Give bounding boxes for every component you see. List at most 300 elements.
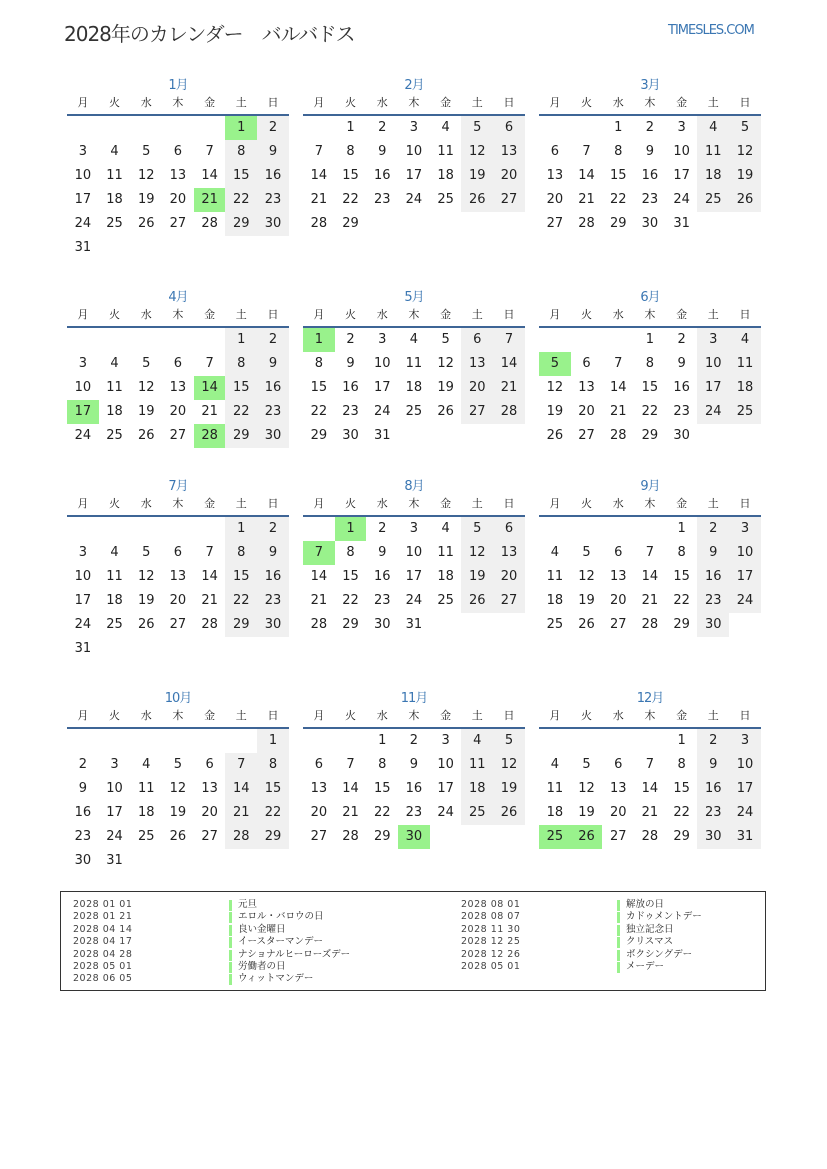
weekday-label: 月 (313, 308, 325, 321)
day-cell: 29 (225, 212, 257, 236)
holiday-marker (229, 950, 232, 961)
empty-cell (67, 729, 99, 753)
day-cell: 17 (673, 168, 690, 183)
weekday-label: 土 (235, 709, 247, 722)
month-block (539, 475, 761, 637)
day-cell: 21 (310, 593, 328, 608)
day-cell: 7 (205, 545, 214, 560)
day-cell: 7 (493, 328, 525, 352)
day-cell: 19 (546, 404, 564, 419)
day-cell: 22 (373, 805, 391, 820)
weekday-label: 火 (581, 308, 593, 321)
day-cell: 23 (641, 192, 659, 207)
day-cell: 27 (609, 617, 627, 632)
day-cell: 3 (677, 120, 686, 135)
weekday-label: 土 (471, 709, 483, 722)
day-cell: 22 (257, 801, 289, 825)
day-cell: 9 (409, 757, 419, 772)
day-cell: 27 (493, 589, 525, 613)
day-cell: 29 (641, 428, 659, 443)
day-cell: 19 (493, 777, 525, 801)
day-cell: 22 (342, 593, 359, 608)
day-cell: 4 (550, 545, 559, 560)
day-cell: 7 (346, 757, 355, 772)
empty-cell (571, 328, 603, 352)
empty-cell (539, 729, 571, 753)
day-cell: 5 (142, 356, 151, 371)
day-cell: 19 (729, 164, 761, 188)
day-cell: 14 (225, 777, 257, 801)
weekday-label: 木 (172, 308, 184, 321)
day-cell: 6 (205, 757, 214, 772)
day-cell: 19 (137, 593, 155, 608)
day-cell: 25 (106, 216, 123, 231)
day-cell: 20 (169, 404, 187, 419)
day-cell: 22 (310, 404, 328, 419)
day-cell: 13 (493, 541, 525, 565)
day-cell: 12 (729, 140, 761, 164)
day-cell: 4 (142, 757, 151, 772)
weekday-label: 金 (676, 497, 688, 510)
day-cell: 23 (373, 192, 391, 207)
holiday-date: 2028 12 26 (461, 948, 521, 960)
day-cell: 25 (137, 829, 155, 844)
day-cell: 27 (169, 428, 187, 443)
day-cell: 16 (74, 805, 92, 820)
day-cell: 29 (225, 424, 257, 448)
weekday-label: 木 (408, 497, 420, 510)
weekday-label: 日 (267, 709, 279, 722)
day-cell: 16 (257, 565, 289, 589)
day-cell: 22 (225, 188, 257, 212)
weekday-label: 木 (408, 96, 420, 109)
day-grid (303, 729, 525, 849)
day-cell: 17 (106, 805, 123, 820)
weekday-label: 金 (204, 96, 216, 109)
holiday-date: 2028 04 28 (73, 948, 133, 960)
empty-cell (67, 328, 99, 352)
holiday-day-cell: 25 (539, 825, 571, 849)
day-cell: 11 (461, 753, 493, 777)
holiday-name: メーデー (626, 960, 665, 972)
day-cell: 18 (106, 404, 123, 419)
month-title: 1月 (168, 78, 188, 93)
day-cell: 1 (677, 733, 686, 748)
day-cell: 16 (257, 164, 289, 188)
day-cell: 16 (373, 168, 391, 183)
weekday-label: 木 (172, 709, 184, 722)
day-cell: 4 (550, 757, 559, 772)
day-cell: 2 (257, 517, 289, 541)
weekday-label: 月 (77, 308, 89, 321)
weekday-label: 水 (140, 308, 152, 321)
day-cell: 19 (137, 404, 155, 419)
holiday-row (73, 899, 350, 911)
day-cell: 3 (409, 120, 419, 135)
holiday-list-right (461, 899, 702, 973)
day-cell: 2 (697, 729, 729, 753)
day-cell: 20 (493, 164, 525, 188)
day-cell: 29 (373, 829, 391, 844)
day-cell: 21 (201, 593, 218, 608)
day-cell: 16 (641, 168, 659, 183)
day-grid (539, 729, 761, 849)
day-grid (539, 116, 761, 236)
day-cell: 18 (137, 805, 155, 820)
weekday-label: 木 (644, 709, 656, 722)
weekday-label: 木 (644, 308, 656, 321)
day-cell: 9 (257, 352, 289, 376)
day-cell: 23 (405, 805, 423, 820)
day-cell: 17 (697, 376, 729, 400)
holiday-name: カドゥメントデー (626, 911, 702, 923)
day-cell: 9 (677, 356, 686, 371)
day-cell: 30 (673, 428, 690, 443)
day-cell: 8 (314, 356, 323, 371)
day-cell: 12 (578, 569, 595, 584)
day-cell: 22 (673, 593, 690, 608)
weekday-label: 木 (644, 96, 656, 109)
weekday-label: 火 (345, 96, 357, 109)
day-cell: 8 (677, 545, 686, 560)
weekday-label: 日 (267, 497, 279, 510)
weekday-label: 火 (109, 308, 121, 321)
holiday-marker (617, 925, 620, 936)
day-cell: 13 (201, 781, 218, 796)
day-cell: 13 (609, 781, 627, 796)
day-cell: 6 (173, 144, 183, 159)
day-cell: 15 (609, 168, 627, 183)
day-cell: 8 (225, 541, 257, 565)
day-cell: 20 (201, 805, 218, 820)
month-title: 10月 (164, 691, 192, 706)
weekday-header (539, 493, 761, 517)
day-cell: 11 (437, 144, 454, 159)
weekday-label: 土 (235, 497, 247, 510)
day-cell: 28 (609, 428, 627, 443)
holiday-row (461, 911, 702, 923)
day-cell: 22 (641, 404, 659, 419)
day-cell: 14 (310, 569, 328, 584)
day-cell: 3 (110, 757, 119, 772)
weekday-header (303, 304, 525, 328)
empty-cell (571, 116, 603, 140)
day-cell: 4 (729, 328, 761, 352)
weekday-label: 日 (267, 308, 279, 321)
holiday-row (73, 911, 350, 923)
day-cell: 9 (346, 356, 355, 371)
day-cell: 31 (373, 428, 391, 443)
holiday-day-cell: 7 (303, 541, 335, 565)
day-cell: 25 (106, 617, 123, 632)
holiday-name: 独立記念日 (626, 923, 674, 935)
holiday-marker (229, 962, 232, 973)
day-cell: 6 (173, 545, 183, 560)
day-cell: 26 (546, 428, 564, 443)
day-cell: 17 (373, 380, 391, 395)
day-cell: 6 (314, 757, 323, 772)
day-cell: 10 (437, 757, 454, 772)
day-cell: 9 (697, 541, 729, 565)
day-cell: 22 (225, 400, 257, 424)
empty-cell (194, 517, 226, 541)
day-cell: 15 (225, 164, 257, 188)
day-cell: 7 (314, 144, 323, 159)
month-block (67, 286, 289, 448)
day-cell: 5 (493, 729, 525, 753)
day-cell: 11 (106, 380, 123, 395)
weekday-label: 土 (707, 96, 719, 109)
day-cell: 17 (74, 192, 92, 207)
day-cell: 4 (110, 356, 119, 371)
day-cell: 4 (441, 521, 450, 536)
day-cell: 10 (405, 545, 423, 560)
day-cell: 31 (74, 641, 92, 656)
weekday-label: 土 (471, 308, 483, 321)
day-cell: 4 (409, 332, 419, 347)
month-block (67, 74, 289, 260)
day-cell: 11 (729, 352, 761, 376)
day-cell: 27 (461, 400, 493, 424)
day-cell: 19 (437, 380, 454, 395)
month-title: 2月 (404, 78, 424, 93)
holiday-row (461, 899, 702, 911)
holiday-row (73, 949, 350, 961)
weekday-label: 金 (204, 308, 216, 321)
day-cell: 6 (614, 757, 623, 772)
weekday-label: 水 (140, 497, 152, 510)
weekday-label: 火 (109, 96, 121, 109)
weekday-label: 月 (77, 96, 89, 109)
weekday-label: 金 (204, 497, 216, 510)
day-cell: 28 (201, 216, 218, 231)
empty-cell (162, 328, 194, 352)
day-cell: 13 (169, 569, 187, 584)
day-cell: 10 (729, 753, 761, 777)
brand-link[interactable]: TIMESLES.COM (668, 23, 754, 38)
day-cell: 4 (110, 144, 119, 159)
empty-cell (634, 517, 666, 541)
day-cell: 22 (609, 192, 627, 207)
day-cell: 10 (405, 144, 423, 159)
day-cell: 23 (74, 829, 92, 844)
day-cell: 19 (578, 593, 595, 608)
day-grid (303, 517, 525, 637)
day-cell: 29 (609, 216, 627, 231)
day-cell: 17 (437, 781, 454, 796)
day-cell: 20 (461, 376, 493, 400)
empty-cell (602, 328, 634, 352)
day-cell: 12 (437, 356, 454, 371)
weekday-label: 日 (503, 497, 515, 510)
day-cell: 15 (225, 565, 257, 589)
day-cell: 31 (74, 240, 92, 255)
day-cell: 4 (441, 120, 450, 135)
day-cell: 26 (437, 404, 454, 419)
month-block (67, 475, 289, 661)
holiday-row (73, 961, 350, 973)
weekday-label: 日 (739, 709, 751, 722)
month-title: 12月 (636, 691, 664, 706)
day-cell: 18 (405, 380, 423, 395)
month-block (539, 74, 761, 236)
day-cell: 12 (578, 781, 595, 796)
month-block (303, 286, 525, 448)
day-cell: 1 (614, 120, 623, 135)
day-cell: 3 (78, 356, 87, 371)
day-cell: 6 (461, 328, 493, 352)
day-cell: 28 (225, 825, 257, 849)
day-cell: 28 (310, 216, 328, 231)
day-cell: 20 (546, 192, 564, 207)
weekday-label: 火 (581, 96, 593, 109)
weekday-label: 火 (581, 497, 593, 510)
day-cell: 24 (673, 192, 690, 207)
day-cell: 15 (225, 376, 257, 400)
day-cell: 25 (405, 404, 423, 419)
day-cell: 12 (461, 140, 493, 164)
page-title: 2028年のカレンダー バルバドス (64, 22, 355, 46)
day-cell: 13 (609, 569, 627, 584)
weekday-label: 土 (235, 96, 247, 109)
day-cell: 7 (205, 144, 214, 159)
day-cell: 24 (437, 805, 454, 820)
day-cell: 21 (641, 593, 659, 608)
day-cell: 16 (405, 781, 423, 796)
day-cell: 13 (169, 168, 187, 183)
day-cell: 27 (201, 829, 218, 844)
day-cell: 23 (697, 589, 729, 613)
day-cell: 5 (729, 116, 761, 140)
day-cell: 3 (78, 545, 87, 560)
day-cell: 5 (142, 545, 151, 560)
day-cell: 8 (645, 356, 655, 371)
month-block (539, 687, 761, 849)
holiday-day-cell: 1 (225, 116, 257, 140)
day-cell: 3 (78, 144, 87, 159)
day-grid (303, 328, 525, 448)
holiday-marker (617, 912, 620, 923)
weekday-label: 金 (440, 308, 452, 321)
day-cell: 14 (578, 168, 595, 183)
day-cell: 10 (106, 781, 123, 796)
empty-cell (303, 116, 335, 140)
day-cell: 25 (697, 188, 729, 212)
day-cell: 3 (378, 332, 387, 347)
day-cell: 28 (641, 617, 659, 632)
weekday-label: 火 (345, 709, 357, 722)
weekday-label: 火 (345, 497, 357, 510)
empty-cell (539, 328, 571, 352)
weekday-label: 水 (612, 96, 624, 109)
day-cell: 1 (346, 120, 355, 135)
empty-cell (130, 729, 162, 753)
day-cell: 3 (729, 517, 761, 541)
day-cell: 29 (342, 216, 359, 231)
day-grid (67, 729, 289, 873)
day-cell: 12 (461, 541, 493, 565)
day-cell: 18 (729, 376, 761, 400)
day-cell: 16 (697, 565, 729, 589)
holiday-legend (60, 891, 766, 991)
holiday-date: 2028 01 21 (73, 911, 133, 923)
day-cell: 12 (137, 168, 155, 183)
day-cell: 1 (378, 733, 387, 748)
weekday-header (539, 92, 761, 116)
holiday-marker (617, 900, 620, 911)
empty-cell (335, 729, 367, 753)
day-cell: 19 (578, 805, 595, 820)
month-block (67, 687, 289, 873)
holiday-row (461, 936, 702, 948)
day-cell: 13 (546, 168, 564, 183)
day-cell: 9 (378, 144, 387, 159)
holiday-date: 2028 05 01 (73, 960, 133, 972)
day-cell: 16 (373, 569, 391, 584)
weekday-header (67, 493, 289, 517)
day-cell: 6 (614, 545, 623, 560)
day-cell: 12 (137, 380, 155, 395)
weekday-header (539, 705, 761, 729)
day-cell: 25 (437, 192, 454, 207)
month-title: 11月 (400, 691, 428, 706)
empty-cell (194, 116, 226, 140)
day-cell: 15 (342, 168, 359, 183)
day-cell: 14 (609, 380, 627, 395)
day-cell: 12 (493, 753, 525, 777)
weekday-label: 日 (503, 96, 515, 109)
day-cell: 7 (582, 144, 591, 159)
month-title: 3月 (640, 78, 660, 93)
day-cell: 17 (729, 777, 761, 801)
holiday-date: 2028 08 01 (461, 899, 521, 910)
day-cell: 5 (173, 757, 183, 772)
day-cell: 11 (546, 569, 564, 584)
day-cell: 4 (697, 116, 729, 140)
empty-cell (162, 729, 194, 753)
day-cell: 30 (697, 825, 729, 849)
weekday-header (67, 705, 289, 729)
weekday-label: 日 (739, 308, 751, 321)
day-cell: 28 (493, 400, 525, 424)
day-cell: 20 (609, 805, 627, 820)
day-cell: 30 (257, 212, 289, 236)
holiday-day-cell: 1 (335, 517, 367, 541)
day-cell: 1 (225, 328, 257, 352)
weekday-label: 金 (676, 709, 688, 722)
day-cell: 24 (729, 589, 761, 613)
holiday-marker (229, 974, 232, 985)
day-cell: 11 (137, 781, 155, 796)
empty-cell (67, 517, 99, 541)
day-cell: 14 (342, 781, 359, 796)
day-cell: 2 (677, 332, 686, 347)
day-cell: 25 (546, 617, 564, 632)
holiday-date: 2028 12 25 (461, 936, 521, 948)
weekday-label: 土 (707, 709, 719, 722)
weekday-label: 土 (707, 308, 719, 321)
day-cell: 12 (137, 569, 155, 584)
day-cell: 21 (342, 805, 359, 820)
holiday-row (73, 924, 350, 936)
month-block (303, 475, 525, 637)
holiday-name: エロル・バロウの日 (238, 911, 324, 923)
month-title: 4月 (168, 290, 188, 305)
weekday-label: 日 (739, 497, 751, 510)
empty-cell (67, 116, 99, 140)
holiday-name: ナショナルヒーローズデー (238, 948, 351, 960)
holiday-row (73, 973, 350, 985)
